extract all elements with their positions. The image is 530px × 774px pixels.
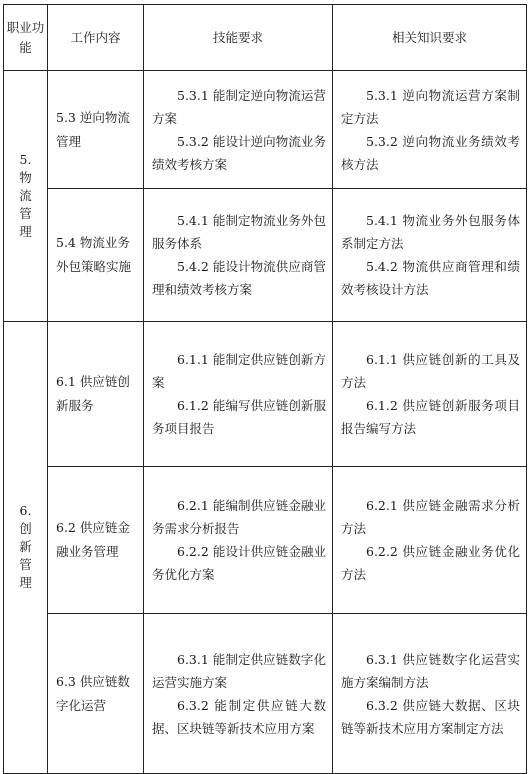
table-row xyxy=(4,614,527,774)
knowledge-item: 6.1.2 供应链创新服务项目报告编写方法 xyxy=(341,398,520,436)
content-cell: 6.3 供应链数字化运营 xyxy=(48,614,144,774)
content-cell: 6.2 供应链金融业务管理 xyxy=(48,467,144,614)
skills-cell xyxy=(144,322,333,467)
table-header-row xyxy=(4,5,527,71)
skills-requirements-table xyxy=(3,4,527,774)
knowledge-cell xyxy=(333,614,527,774)
knowledge-item: 6.2.1 供应链金融需求分析方法 xyxy=(341,498,520,536)
table-row xyxy=(4,71,527,189)
skills-cell xyxy=(144,189,333,322)
knowledge-item: 5.3.1 逆向物流运营方案制定方法 xyxy=(341,87,520,126)
function-label: 5. 物流管理 xyxy=(19,151,32,239)
header-function: 职业功能 xyxy=(4,5,48,71)
skills-cell xyxy=(144,467,333,614)
header-skills: 技能要求 xyxy=(144,5,333,71)
table-row xyxy=(4,189,527,322)
skill-item: 5.3.2 能设计逆向物流业务绩效考核方案 xyxy=(152,133,326,172)
content-cell: 5.3 逆向物流管理 xyxy=(48,71,144,189)
skill-item: 6.1.2 能编写供应链创新服务项目报告 xyxy=(152,398,326,436)
skill-item: 5.4.1 能制定物流业务外包服务体系 xyxy=(152,213,326,251)
content-cell: 5.4 物流业务外包策略实施 xyxy=(48,189,144,322)
skill-item: 6.3.2 能制定供应链大数据、区块链等新技术应用方案 xyxy=(152,697,326,736)
knowledge-item: 6.3.2 供应链大数据、区块链等新技术应用方案制定方法 xyxy=(341,697,520,736)
function-cell xyxy=(4,322,48,774)
skills-cell xyxy=(144,71,333,189)
knowledge-cell xyxy=(333,467,527,614)
header-content: 工作内容 xyxy=(48,5,144,71)
knowledge-item: 5.3.2 逆向物流业务绩效考核方法 xyxy=(341,133,520,172)
knowledge-item: 6.1.1 供应链创新的工具及方法 xyxy=(341,352,520,390)
knowledge-item: 6.3.1 供应链数字化运营实施方案编制方法 xyxy=(341,651,520,690)
skill-item: 6.2.1 能编制供应链金融业务需求分析报告 xyxy=(152,498,326,536)
skills-cell xyxy=(144,614,333,774)
function-label: 6. 创新管理 xyxy=(19,503,32,590)
skill-item: 6.2.2 能设计供应链金融业务优化方案 xyxy=(152,544,326,582)
table-row xyxy=(4,467,527,614)
table-row xyxy=(4,322,527,467)
header-knowledge: 相关知识要求 xyxy=(333,5,527,71)
skill-item: 6.3.1 能制定供应链数字化运营实施方案 xyxy=(152,651,326,690)
knowledge-item: 5.4.1 物流业务外包服务体系制定方法 xyxy=(341,213,520,251)
function-cell xyxy=(4,71,48,322)
skill-item: 6.1.1 能制定供应链创新方案 xyxy=(152,352,326,390)
knowledge-item: 5.4.2 物流供应商管理和绩效考核设计方法 xyxy=(341,259,520,297)
skill-item: 5.4.2 能设计物流供应商管理和绩效考核方案 xyxy=(152,259,326,297)
skill-item: 5.3.1 能制定逆向物流运营方案 xyxy=(152,87,326,126)
knowledge-cell xyxy=(333,189,527,322)
knowledge-item: 6.2.2 供应链金融业务优化方法 xyxy=(341,544,520,582)
knowledge-cell xyxy=(333,322,527,467)
content-cell: 6.1 供应链创新服务 xyxy=(48,322,144,467)
knowledge-cell xyxy=(333,71,527,189)
